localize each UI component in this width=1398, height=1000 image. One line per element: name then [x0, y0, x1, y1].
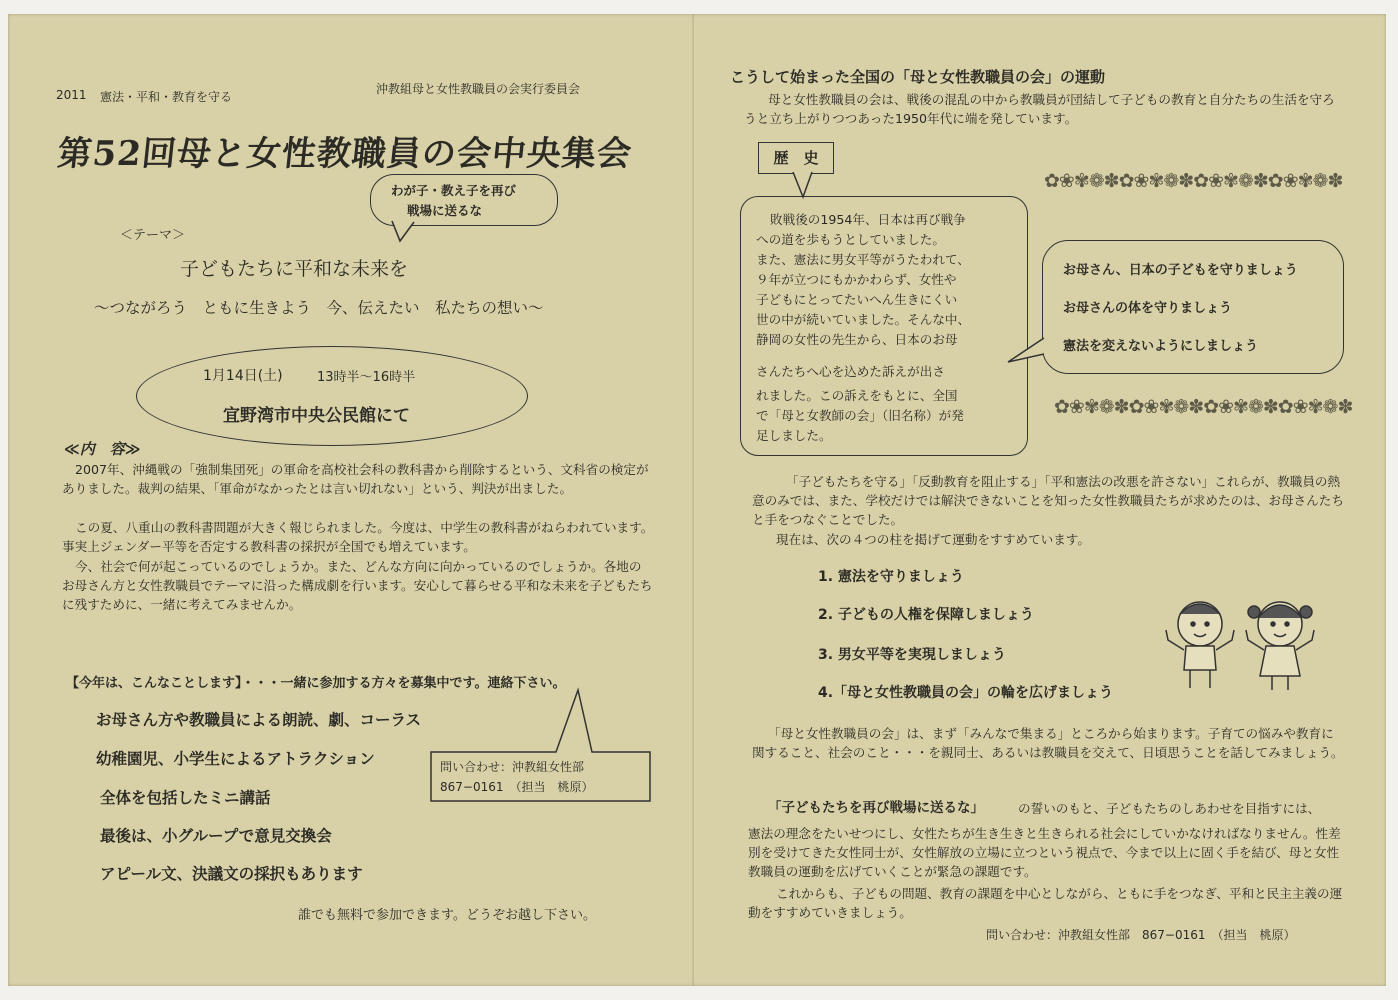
history-line: 静岡の女性の先生から、日本のお母 [756, 332, 958, 347]
activity-item: 幼稚園児、小学生によるアトラクション [96, 750, 375, 768]
activity-item: 最後は、小グループで意見交換会 [100, 827, 332, 845]
history-line: 敗戦後の1954年、日本は再び戦争 [770, 212, 966, 227]
history-line: さんたちへ心を込めた訴えが出さ [756, 364, 945, 379]
vow-rest: の誓いのもと、子どもたちのしあわせを目指すには、 [1018, 801, 1321, 816]
history-label: 歴 史 [758, 142, 834, 174]
slogan-item: お母さん、日本の子どもを守りましょう [1063, 263, 1298, 278]
theme-label: ＜テーマ＞ [120, 228, 186, 243]
organizer: 沖教組母と女性教職員の会実行委員会 [376, 82, 581, 96]
children-illustration [1156, 590, 1336, 694]
event-date: 1月14日(土) [203, 368, 283, 384]
history-label-tail [790, 170, 816, 200]
content-heading: ≪内 容≫ [64, 440, 141, 458]
content-paragraph-2: この夏、八重山の教科書問題が大きく報じられました。今度は、中学生の教科書がねらわれています。事実上ジェンダー平等を否定する教科書の採択が全国でも増えています。 [62, 520, 654, 554]
activity-item: お母さん方や教職員による朗読、劇、コーラス [96, 711, 422, 729]
history-line: 世の中が続いていました。そんな中、 [756, 312, 971, 327]
contact-label: 問い合わせ：沖教組女性部 [440, 760, 585, 774]
right-paragraph-3: 「母と女性教職員の会」は、まず「みんなで集まる」ところから始まります。子育ての悩みや教育に関すること、社会のこと・・・を親同士、あるいは教職員を交えて、日頃思うことを話してみましょう。 [752, 726, 1344, 760]
right-intro: 母と女性教職員の会は、戦後の混乱の中から教職員が団結して子どもの教育と自分たちの生活を守ろうと立ち上がりつつあった1950年代に端を発しています。 [744, 92, 1335, 126]
right-paragraph-1: 「子どもたちを守る」「反動教育を阻止する」「平和憲法の改悪を許さない」これらが、教職員の熱意のみでは、また、学校だけでは解決できないことを知った女性教職員たちが求めたのは、お母さんたちと手をつなぐことでした。 [752, 474, 1344, 527]
history-text [756, 210, 1018, 446]
history-line: また、憲法に男女平等がうたわれて、 [756, 252, 970, 267]
history-line: れました。この訴えをもとに、全国 [756, 388, 958, 403]
right-paragraph-2: 現在は、次の４つの柱を掲げて運動をすすめています。 [776, 532, 1090, 547]
history-line: 子どもにとってたいへん生きにくい [756, 292, 958, 307]
pillar-item: 4.「母と女性教職員の会」の輪を広げましょう [818, 685, 1114, 701]
event-venue: 宜野湾市中央公民館にて [223, 406, 410, 426]
right-paragraph-5: これからも、子どもの問題、教育の課題を中心としながら、ともに手をつなぎ、平和と民主主義の運動をすすめていきましょう。 [748, 886, 1343, 920]
theme-main: 子どもたちに平和な未来を [180, 258, 409, 280]
pillar-item: 3. 男女平等を実現しましょう [818, 647, 1006, 663]
fold-line [692, 14, 694, 986]
slogan-bubble-line2: 戦場に送るな [407, 203, 483, 218]
content-paragraph-1: 2007年、沖縄戦の「強制集団死」の軍命を高校社会科の教科書から削除するという、文科省の検定がありました。裁判の結果、「軍命がなかったとは言い切れない」という、判決が出ました。 [62, 462, 649, 496]
vow-quote: 「子どもたちを再び戦場に送るな」 [768, 800, 984, 816]
tagline: 憲法・平和・教育を守る [100, 90, 233, 104]
slogan-item: お母さんの体を守りましょう [1063, 301, 1233, 316]
theme-sub: ～つながろう ともに生きよう 今、伝えたい 私たちの想い～ [94, 299, 544, 317]
pillar-item: 1. 憲法を守りましょう [818, 569, 964, 585]
right-paragraph-4: 憲法の理念をたいせつにし、女性たちが生き生きと生きられる社会にしていかなければなりません。性差別を受けてきた女性同士が、女性解放の立場に立つという視点で、今まで以上に固く手を結び、母と女性教職員の運動を広げていくことが緊急の課題です。 [748, 826, 1341, 879]
free-note: 誰でも無料で参加できます。どうぞお越し下さい。 [298, 908, 596, 923]
slogans-bubble-tail [1004, 332, 1046, 366]
year-label: 2011 [56, 88, 87, 102]
history-line: ９年が立つにもかかわらず、女性や [756, 272, 957, 287]
flower-border-bottom: ✿❀✾❁✽✿❀✾❁✽✿❀✾❁✽✿❀✾❁✽ [1054, 396, 1353, 418]
flyer-sheet [8, 14, 1386, 986]
history-line: で「母と女教師の会」（旧名称）が発 [756, 408, 964, 423]
right-contact: 問い合わせ：沖教組女性部 867−0161 （担当 桃原） [986, 928, 1296, 942]
event-time: 13時半～16時半 [317, 370, 416, 385]
right-heading: こうして始まった全国の「母と女性教職員の会」の運動 [730, 68, 1106, 86]
slogans-bubble [1042, 240, 1344, 374]
slogan-item: 憲法を変えないようにしましょう [1063, 339, 1259, 354]
content-paragraph-3: 今、社会で何が起こっているのでしょうか。また、どんな方向に向かっているのでしょうか。各地のお母さん方と女性教職員でテーマに沿った構成劇を行います。安心して暮らせる平和な未来を子どもたちに残すために、一緒に考えてみませんか。 [62, 559, 653, 612]
bubble-tail [388, 219, 428, 245]
contact-detail: 867−0161 （担当 桃原） [440, 780, 594, 794]
activity-item: 全体を包括したミニ講話 [100, 789, 271, 807]
slogan-bubble-line1: わが子・教え子を再び [391, 183, 517, 198]
activity-item: アピール文、決議文の採択もあります [100, 865, 363, 883]
this-year-heading: 【今年は、こんなことします】・・・一緒に参加する方々を募集中です。連絡下さい。 [66, 676, 566, 691]
pillar-item: 2. 子どもの人権を保障しましょう [818, 607, 1034, 623]
flower-border-top: ✿❀✾❁✽✿❀✾❁✽✿❀✾❁✽✿❀✾❁✽ [1044, 170, 1343, 192]
main-title: 第52回母と女性教職員の会中央集会 [55, 134, 635, 174]
history-line: 足しました。 [756, 428, 832, 443]
date-venue-ellipse [136, 346, 528, 446]
history-line: への道を歩もうとしていました。 [756, 232, 945, 247]
